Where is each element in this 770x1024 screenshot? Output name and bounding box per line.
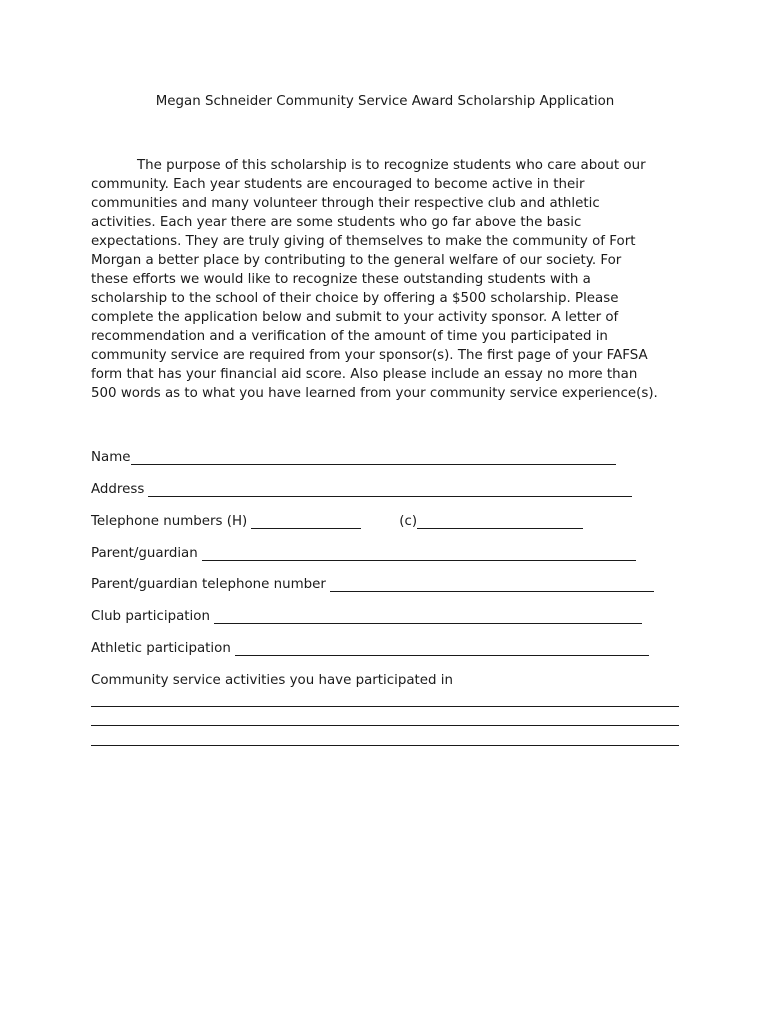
parent-phone-label: Parent/guardian telephone number	[91, 577, 326, 592]
parent-phone-field	[91, 576, 654, 594]
parent-field	[91, 545, 636, 563]
parent-label: Parent/guardian	[91, 546, 198, 561]
address-blank[interactable]	[148, 482, 632, 497]
intro-line: community service are required from your sponsor(s). The first page of your FAFSA	[91, 348, 648, 363]
community-label: Community service activities you have participated in	[91, 673, 453, 688]
telephone-home-label: Telephone numbers (H)	[91, 514, 248, 529]
community-blank-line[interactable]	[91, 725, 679, 726]
intro-line: 500 words as to what you have learned from your community service experience(s).	[91, 386, 658, 401]
telephone-cell-label: (c)	[399, 514, 418, 529]
intro-line: scholarship to the school of their choice by offering a $500 scholarship. Please	[91, 291, 619, 306]
name-label: Name	[91, 450, 131, 465]
parent-phone-blank[interactable]	[330, 577, 654, 592]
intro-line: activities. Each year there are some students who go far above the basic	[91, 215, 582, 230]
name-field	[91, 449, 616, 467]
name-blank[interactable]	[131, 450, 616, 465]
intro-line: expectations. They are truly giving of themselves to make the community of Fort	[91, 234, 636, 249]
athletic-label: Athletic participation	[91, 641, 231, 656]
intro-line: complete the application below and submit to your activity sponsor. A letter of	[91, 310, 619, 325]
telephone-home-blank[interactable]	[251, 514, 361, 529]
intro-line: communities and many volunteer through their respective club and athletic	[91, 196, 600, 211]
intro-line: community. Each year students are encouraged to become active in their	[91, 177, 585, 192]
community-field	[91, 672, 453, 690]
athletic-blank[interactable]	[235, 641, 649, 656]
page-title: Megan Schneider Community Service Award Scholarship Application	[155, 94, 615, 109]
address-field	[91, 481, 632, 499]
intro-line: these efforts we would like to recognize these outstanding students with a	[91, 272, 591, 287]
club-blank[interactable]	[214, 609, 642, 624]
club-field	[91, 608, 642, 626]
club-label: Club participation	[91, 609, 210, 624]
intro-line: recommendation and a verification of the amount of time you participated in	[91, 329, 608, 344]
telephone-cell-blank[interactable]	[417, 514, 583, 529]
parent-blank[interactable]	[202, 546, 636, 561]
address-label: Address	[91, 482, 145, 497]
community-blank-line[interactable]	[91, 745, 679, 746]
intro-line: Morgan a better place by contributing to the general welfare of our society. For	[91, 253, 622, 268]
intro-line: The purpose of this scholarship is to recognize students who care about our	[137, 158, 646, 173]
intro-paragraph	[91, 156, 701, 403]
community-blank-line[interactable]	[91, 706, 679, 707]
intro-line: form that has your financial aid score. Also please include an essay no more than	[91, 367, 638, 382]
telephone-field	[91, 513, 583, 531]
athletic-field	[91, 640, 649, 658]
